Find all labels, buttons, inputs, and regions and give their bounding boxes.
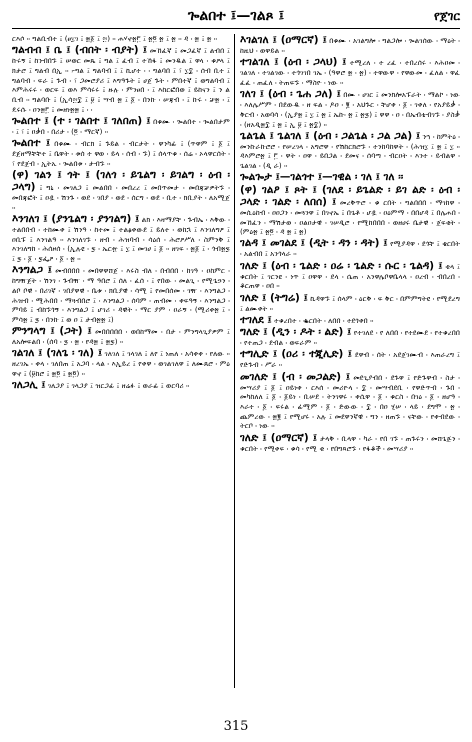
dictionary-entry bbox=[12, 169, 230, 212]
header-right-label: የጀገር bbox=[433, 9, 460, 23]
entry-headword: ተገልገለ ፤ (ዕብ ፡ ጋላህ) ፤ bbox=[240, 56, 347, 69]
dictionary-entry bbox=[240, 88, 460, 129]
entry-definition: ልክ ፡ እዛማያቸ ፡ ጉብኤ ፡ እቅው ፡ ተልበበብ ፡ ተከሙቀ ፤ ሽንዓ ፡ ከተመ ፤ ተልፅቀውደ ፤ ይለተ ፡ ወከኋ ፤ እንገለግዖ ፤ ዐቢፑ ፤ እንገልዓ ፡፡ እንገለገኙ ፡ ዘብ ፡ ሕዝባብ ፡ ሳዕሰ ፡ ሕሮዖሥለ ፡ ስምንቅ ፤ እንገለግከ ፡ ሕሰዞሰ ፡ (ኢሉዩ ፡ ፯ ፡ ኤር፹ ፤ ፲ ፤ መገሀ ፤ ፩ ፡፡ ዘገፍ ፡ ፳፩ ፤ ፡ ጎብ፳፯ ፤ ፯ ፡ ፩ ፡ ፯ፌዖ ፡ ፩ ፡ ፳ ፡፡ bbox=[12, 214, 230, 264]
entry-definition: ኪዳዋኙ ፤ ሰላም ፡ ዕርቅ ፡ ፍ ቅር ፡ በምምግትዩ ፡ የሚደረግ ፤ ልሙቀት ፡፡ bbox=[240, 293, 460, 313]
entry-headword: ገልገለ ፤ (ገለጌ ፡ ገለ) ፤ bbox=[12, 347, 103, 360]
header-rule bbox=[12, 28, 460, 29]
dictionary-entry bbox=[240, 56, 460, 87]
dictionary-entry bbox=[240, 326, 460, 348]
entry-headword: ገለጋሊ ፤ bbox=[12, 379, 46, 392]
entry-definition: ፤ ግኒ ፡ መገለጋ ፤ መልበበ ፡ መበረረ ፤ መበጥመታ ፡ መበጃቻዎትኙ ፡ መበጃፎት ፤ ዐዷ ፡ ሽንጉ ፡ ወደ ፡ ገበያ ፡ ወደ ፡ ሰርግ ፡ ወደ ፡ ቢተ ፡ ክቢያት ፡ ለአሚጀ ፡፡ bbox=[12, 183, 230, 212]
entry-headword: ምንግላግ ፤ (ጋት) ፤ bbox=[12, 325, 92, 338]
entry-definition: ታላቅ ፡ ቢላዋ ፡ ካራ ፡ የበ ገኙ ፡ ጠጉሩን ፡ መሸጌጅን ፡ ቁርበት ፡ የሚቀፍ ፡ ቁሳ ፡ የሚ ቂ ፡ የበግጻሮኙ ፡ የፋቆች ፡ መሣሪያ ፡፡ bbox=[240, 433, 460, 453]
column-divider bbox=[234, 34, 235, 688]
entry-headword: ጐልጐታ ፤—ገልጎተ ፤—ገዊል ፡ ገለ ፤ ገለ ፡፡ bbox=[240, 171, 404, 184]
entry-definition: በሙ ፡ ሀገር ፤ መንክሎአፑራት ፡ ማልኮ ፡ ነው ፡ እለሌሥም ፡ በደውዱ ፡ ዘ ፍል ፡ ዶዐ ፡ ፪ ፡ አህጉር ፡ ቸሆቀ ፡ ፩ ፡ ገቀለ ፡ የአያይቃ ፡ ቅርብ ፡ አወባሳ ፡ (ኢያ፳ ፤ ፲ ፤ ፳ ፤ ኤኩ፡ ፳ ፤ ፳፯) ፤ ዋዋ ፡ ዐ ፡ በኤብቴብገኙ ፡ ያስቃ ፡ (ዘአዲ፳፰ ፤ ፳ ፤ ኢ ፱ ፤ ፳፰) ፡፡ bbox=[240, 90, 460, 129]
entry-headword: ጐልበተ ፤ bbox=[12, 137, 51, 150]
entry-definition: መረቅጥሮ ፡ ቁ ርበት ፡ ግልበበበ ፡ ማገከዋ ፡ መሲዕከብ ፡ ዐዐጋን ፡ መጓንዋ ፤ በገኖኤ ፤ በጌቶ ፡ ሆዷ ፡ ዐዕምማ ፡ በበሆዳ ፤ በሌሐበ ፡ መኸፈን ፡ ማሽታወ ፡ ዐልዐታዊ ፡ ገሠዲሮ ፡ የሚከበበበ ፡ ወዘሀሩ ቤታዊ ፡ ጀፍቂት ፡ (ምዕ፳ ፤ ፳፬ ፡ ዳ ፳ ፤ ፳) bbox=[240, 197, 460, 237]
dictionary-entry bbox=[240, 371, 460, 432]
entry-headword: ግልብብ ፤ ቤ ፤ (ብበት ፡ ብያት) ፤ bbox=[12, 44, 148, 57]
entry-definition: ደዋብ ፡ ሰት ፡ አደጀገሙብ ፡ እጠራረግ ፤ የድጉብ ፡ ሥራ ፡፡ bbox=[240, 350, 460, 370]
entry-definition: ተሚረለ ፡ ተ ረፈ ፡ ተበረሰሩ ፡ እሕዐመ ፡ ገልገለ ፡ ተገልገው ፡ ተጎገገበ ገኤ ፡ (ዓዋሮ ፳ ፡ ፳) ፡ ተዋውዋ ፡ የዋውመ ፡ ፈለል ፡ ዋፈ ፈፈ ፡ ጠፈለ ፡ ትጠፍኙ ፡ ማስዮ ፡ ነው ፡፡ bbox=[240, 58, 460, 87]
dictionary-entry bbox=[12, 325, 230, 347]
dictionary-entry bbox=[240, 260, 460, 291]
running-head: ጐልበተ ፤—ገልጾ ፤ bbox=[187, 8, 285, 24]
dictionary-entry bbox=[240, 292, 460, 314]
entry-definition: ርእሶ ፡፡ ግልቢብተ ፤ (ፀ፲ገ ፤ ፳፩ ፤ ፵) ፡፡ ሐሃኖ፳፫ ፤ ፳፬ ፳ ፤ ፳ ፡፡ ዳ ፡ ፳ ፤ ፳ ፡፡ bbox=[12, 34, 218, 43]
entry-definition: የተገለደ ፡ የ ለበበ ፡ የተደሙደ ፡ የተቁረበበ ፡ የተጠጋ ፡ ደብል ፡ ወፍራም ፡፡ bbox=[240, 328, 460, 348]
entry-definition: የሚያዳዋ ፡ ደጎቸ ፤ ቄርበት ፡ አልብበ ፤ አንጎላራ ፡፡ bbox=[240, 239, 460, 259]
dictionary-entry bbox=[240, 130, 460, 171]
entry-headword: (ዋ) ገልን ፤ ጎት ፤ (ገለጎ ፡ ይጌልግ ፡ ይገልግ ፡ ዕብ ፡ ጋላግ) bbox=[12, 169, 230, 194]
dictionary-entry bbox=[240, 171, 460, 183]
entry-definition: ገለጋያ ፤ ገላጋያ ፤ ዝርጋፊ ፤ ዘሬፉ ፤ ወራፊ ፤ ወርባሪ ፡፡ bbox=[47, 381, 190, 391]
dictionary-entry bbox=[240, 184, 460, 237]
entry-headword: እንግልጋ ፤ bbox=[12, 264, 52, 277]
entry-definition: በቁሙ ፡ ጐልበተ ፡ ጐልበታም ፡ ፤ ፣ ፤ ዐቃበ ፡ በሪታ ፡ (፬ ፡ ማርኛ) ፡፡ bbox=[12, 116, 230, 136]
dictionary-entry bbox=[12, 44, 230, 114]
dictionary-entry bbox=[12, 137, 230, 168]
entry-definition: መብበበበ ፡ መበዋዋሸጀ ፡ እሩስ ብለ ፡ በብበበ ፡ ከገዓ ፡ ዐከምር ፡ ከግዥጀት ፡ ሽንገ ፡ ጉብዥ ፡ ማ ዓበሮ ፤ ሰለ ፡ ፈሰ ፡ ፤ የበው ፡ መልጊ ፡ የሚጌኃን ፡ ልቦ ቦዊ ፡ በሪገኛ ፡ ገበያዋዊ ፡ ቤቱ ፡ ክቢያዊ ፡ ሳሚ ፤ የመበሰመ ፡ ገዥ ፡ እንግልጋ ፡ ሕዝብ ፡ ሚሕበበ ፡ ማጓብበሮ ፤ ፡ እንግልጋ ፡ ሰባም ፡ ጠብመ ፡ ቀፍዓኝ ፡ እንግልጋ ፡ ምባይ ፤ ብከኙጎኝ ፡ እንግልጋ ፤ ሆገሪ ፡ ዳዊት ፡ ማር ያም ፡ ዐራኝ ፡ (ሚሪቀ፳ ፤ ፡ ምሳ፳ ፤ ፯ ፡ በንኩ ፤ ወ ዐ ፤ ታብ፳፳ ፤) bbox=[12, 266, 230, 325]
dictionary-entry bbox=[12, 115, 230, 137]
entry-headword: እንገለገ ፤ (ያንጌልግ ፡ ያንገልግ) ፤ bbox=[12, 212, 140, 225]
left-column bbox=[12, 34, 230, 690]
entry-headword: ተገለደ ፤ bbox=[240, 313, 272, 326]
entry-headword: ገለድ ፤ (ዕብ ፡ ጌልድ ፡ ዐሬ ፡ ጌልድ ፡ ሱር ፡ ጌልዳ) ፤ bbox=[240, 259, 443, 272]
entry-headword: ጐልበተ ፤ (ተ ፡ ገልበተ ፤ ገለበጠ) ፤ bbox=[12, 114, 151, 127]
entry-headword: ግለድ ፤ (ዲን ፡ ዶት ፡ ልድ) ፤ bbox=[240, 326, 352, 339]
entry-definition: ገለገለ ፤ ገላገለ ፤ ለየ ፤ ነጠለ ፡ አሳቀቀ ፡ የለው ፡፡ ዘረገኤ ፡ ቀላ ፡ ገለበጠ ፤ አጋባ ፡ ላል ፡ እኢይረ ፤ የቀዋ ፡ ወገልገለዋ ፤ ለሙጸሮ ፡ ምዕ ዋኖ ፤ (፱ከሮ ፤ ፳፬ ፤ ፳፬) ፡፡ bbox=[12, 349, 230, 379]
page-number: 315 bbox=[223, 719, 249, 734]
dictionary-entry bbox=[12, 34, 230, 44]
dictionary-entry bbox=[240, 34, 460, 56]
entry-headword: (ዋ) ገልዖ ፤ ጾት ፤ (ገለደ ፡ ይጌልድ ፡ ይገ ልድ ፡ ዕብ ፡ ጋላድ ፡ ገልድ ፡ ለበሰ) ፤ bbox=[240, 183, 460, 208]
entry-definition: ተቁረበተ ፡ ቈርበት ፡ ለበበ ፡ ተደጎቀበ ፡፡ bbox=[274, 315, 374, 325]
entry-definition: በቁሙ ፡ ብርክ ፤ ጉይል ፡ ብርታት ፡ ዋንካፊ ፤ (ጥዋም ፤ ፩ ፤ ደጀዘማቸቸተ ፤ ቤዋት ፡ ቱሰ ተ ዋወ ፡ ይላ ፡ ሰብ ፡ ኙ) ፤ ሰላጥቁ ፡ ሰሬ ፡ ኦላዋርሰት ፡ ፣ የደጀብ ፡ ኢትኡ ፡ ጐልበቱ ፡ ታብኙ ፡፡ bbox=[12, 139, 230, 168]
entry-headword: መገለድ ፤ (ብ ፡ መጋልድ) ፤ bbox=[240, 370, 351, 383]
entry-headword: ገለድ ፤ (ዐማርኛ) ፤ bbox=[240, 431, 318, 444]
dictionary-entry bbox=[12, 264, 230, 325]
dictionary-entry bbox=[12, 213, 230, 264]
dictionary-entry bbox=[12, 347, 230, 378]
right-column bbox=[240, 34, 460, 690]
dictionary-entry bbox=[12, 379, 230, 391]
entry-definition: መኸፈኛ ፤ መጋፈኛ ፤ ልብበ ፤ ኩሩኝ ፤ ከንብበኙ ፤ ሠወር መጼ ፤ ግል ፤ ፈብ ፤ ተኸፋ ፤ መንዱል ፤ ዋላ ፡ ቁዖላ ፤ ክታሮ ፤ ግልብ በኢ ፡፡ ፦ግል ፤ ግልባብ ፤ ፤ ኪሆተ ፡ ፡ ግልባበ ፤ ፣ ፲፰ ፡ ሰብ ቢተ ፤ ግልባብ ፡ ፍራ ፤ ጉብ ፡ ፣ ጋመሮያሪ ፤ እግዓጉት ፤ ሀጀ ጉት ፡ ምበተኛ ፤ ወግልባብ ፤ እምሕሩሩ ፡ ወርፍ ፤ ወእ ምሳሩሩ ፤ ዙሉ ፡ ምንፀበ ፡ ፤ እከርፎበወ ፤ ይከናን ፤ ን ል ቢብ ፡፡ ግልባቡ ፤ (ኢሳ፵፰ ፤ ፱ ፤ ሣብ ፳ ፤ ፩ ፡ በንኩ ፡ ሠጃብ ፡ ፤ ኩሩ ፡ ቻ፳ ፡ ፤ ዴሩሱ ፡ ዐን፳፫ ፤ መዘነ፳፳ ፤ ፡ ፡ bbox=[12, 46, 230, 114]
dictionary-entry bbox=[240, 237, 460, 259]
entry-definition: በቁሙ ፡ አገልግሎ ፡ ግልጋሎ ፡ ጐልገሰው ፡ ማዕት ፡ ከዚህ ፡ ወዋይል ፡፡ bbox=[240, 36, 460, 55]
dictionary-entry bbox=[240, 348, 460, 370]
entry-headword: ገለድ ፤ (ትግሬ) ፤ bbox=[240, 291, 308, 304]
dictionary-entry bbox=[240, 314, 460, 326]
entry-definition: መደጊያብበ ፡ ደጉዋ ፤ የድጉዋብ ፡ ስታ ፡ መሣሪያ ፤ ፩ ፤ ዐይነቀ ፡ ርእሰ ፡ መሪዮላ ፡ ፰ ፡ መሣብደቢ ፡ የዋድጥብ ፡ ጉበ ፡ መካከለለ ፤ ፩ ፡ ፩ይነ ፡ ቢሠደ ፡ ትንገዋሩ ፡ ቀሲዋ ፡ ፩ ፡ ቁርስ ፡ በገዕ ፡ ፩ ፡ ዘሆዓ ፡ እራተ ፡ ፩ ፡ ፍሩል ፡ ፊሚም ፡ ፩ ፡ ድውው ፡ ፰ ፡ በዐ ሂሠ ፡ ላይ ፡ ደግሞ ፡ ፳ ፡ ጨምረው ፡ ፳፪ ፤ የሚሆሩ ፡ አሉ ፤ መደዋንኛዊ ፡ ግን ፡ ዘጠኙ ፡ ናቸው ፡ የቀብደው ፡ ትርቦ ፡ ነው ፡፡ bbox=[240, 372, 460, 431]
entry-headword: ገለገ ፤ (ዕብ ፡ ጌሐ ጋለ) ፤ bbox=[240, 88, 341, 101]
entry-headword: ጌልጌል ፤ ጌልገለ ፤ (ዕብ ፡ ጋልጌል ፡ ጋል ጋል) ፤ bbox=[240, 129, 421, 142]
entry-definition: ቂላ ፤ ቁርበት ፤ ገርንዩ ፡ ነጥ ፤ ዐዋዋ ፡ ደላ ፡ ሴጠ ፡ አንዋሌቦዋቤላላ ፡ ዐረብ ፡ ብበረበ ፡ ቆርጠዋ ፡ ዐበ ፡፡ bbox=[240, 261, 460, 291]
entry-headword: ተግሊድ ፤ (ዐሪ ፡ ተጂሊድ) ፤ bbox=[240, 348, 352, 361]
entry-headword: እገልገለ ፤ (ዐማርኛ) ፤ bbox=[240, 34, 327, 46]
page-header bbox=[12, 6, 460, 28]
entry-headword: ገልዳ ፤ መገልደ ፤ (ዲት ፡ ዳን ፡ ዳት) ፤ bbox=[240, 237, 388, 250]
dictionary-entry bbox=[240, 432, 460, 454]
entry-definition: ንኀ ፡ ከምትዕ ፡ መንኩራኩሮሮ ፡ የሠረገላ ፡ አግሮዋ ፡ የሽከርክሮኙ ፡ ተንከባከዋት ፡ (ሕዝ፲ ፤ ፳ ፤ ፲ ፡፡ ዳእምሮ፳ ፤ ፫ ፡ ዋት ፡ ዐዋ ፡ ይበጋል ፡ ደመና ፡ ሰባጣ ፡ ብርዐት ፡ እንተ ፡ ይብልዋ ፡ ጌልገል ፡ (ዲ ራ) ፡፡ bbox=[240, 131, 460, 171]
entry-definition: መበበበበበ ፡ ወበከማመ ፡ በታ ፡ ምንግላጊያዎም ፤ ለአሎፍልበ ፡ (ሰባ ፡ ፯ ፡ ፳ ፡ የዳ፳ ፤ ፳፯) ፡፡ bbox=[12, 327, 230, 347]
